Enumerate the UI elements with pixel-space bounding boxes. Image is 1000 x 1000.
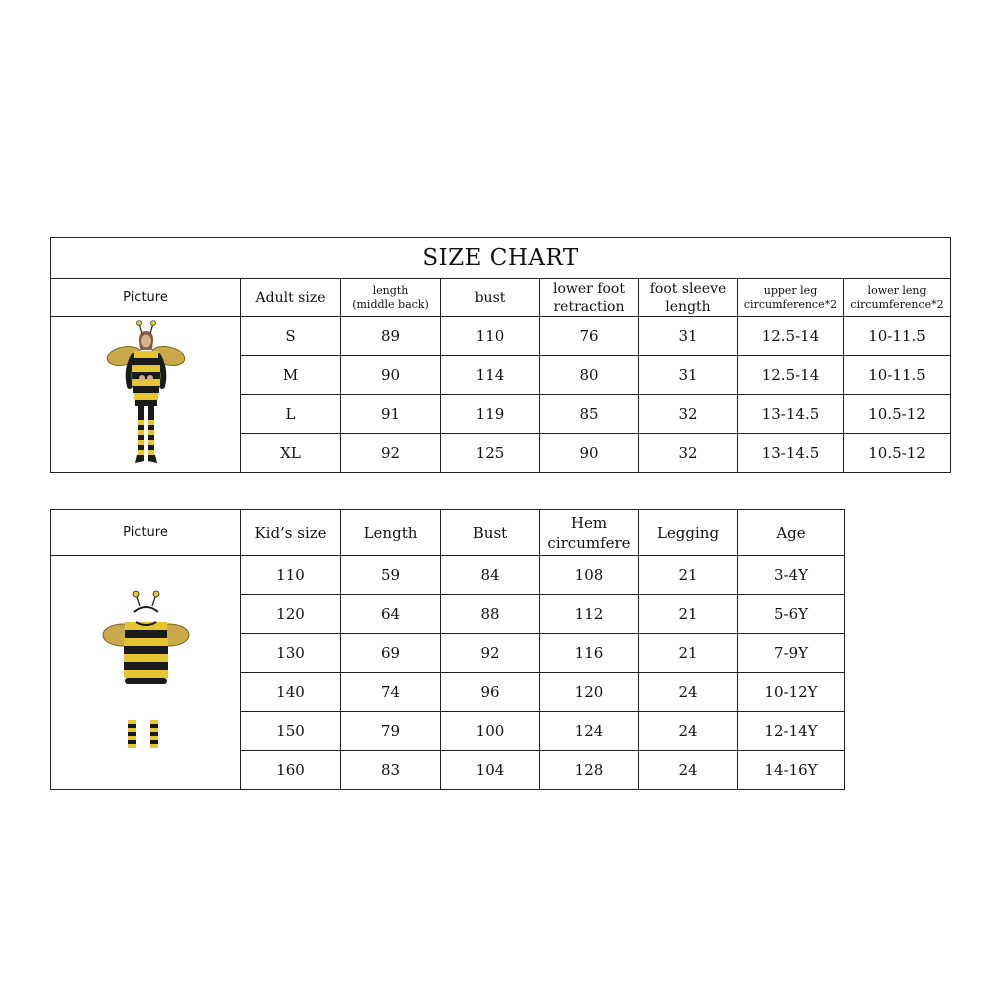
- kids-bee-costume-image: [101, 588, 191, 758]
- adult-size-header: Adult size: [241, 279, 341, 317]
- foot-sleeve-cell: 31: [639, 356, 738, 395]
- upper-leg-header: [738, 279, 844, 317]
- bust-cell: 125: [441, 434, 540, 473]
- age-cell: 3-4Y: [738, 556, 845, 595]
- lower-foot-cell: 90: [540, 434, 639, 473]
- hem-cell: 112: [540, 595, 639, 634]
- length-header-line1: length: [372, 283, 409, 297]
- lower-leg-header-line1: lower leng: [867, 283, 927, 297]
- kids-size-cell: 120: [241, 595, 341, 634]
- kids-bust-cell: 92: [441, 634, 540, 673]
- lower-foot-header: [540, 279, 639, 317]
- length-cell: 91: [341, 395, 441, 434]
- upper-leg-header-line2: circumference*2: [743, 297, 838, 311]
- kids-size-table: [50, 509, 845, 790]
- upper-leg-cell: 13-14.5: [738, 395, 844, 434]
- age-cell: 7-9Y: [738, 634, 845, 673]
- lower-leg-header-line2: circumference*2: [850, 297, 944, 311]
- length-header-line2: (middle back): [352, 297, 429, 311]
- kids-bust-cell: 96: [441, 673, 540, 712]
- lower-foot-cell: 85: [540, 395, 639, 434]
- kids-length-cell: 74: [341, 673, 441, 712]
- length-cell: 89: [341, 317, 441, 356]
- length-cell: 92: [341, 434, 441, 473]
- kids-length-cell: 64: [341, 595, 441, 634]
- hem-cell: 116: [540, 634, 639, 673]
- adult-size-cell: XL: [241, 434, 341, 473]
- lower-foot-header-line1: lower foot: [553, 280, 625, 297]
- lower-leg-cell: 10-11.5: [844, 356, 951, 395]
- table-row: [51, 556, 845, 595]
- length-cell: 90: [341, 356, 441, 395]
- hem-header-line2: circumfere: [547, 533, 631, 552]
- kids-length-cell: 69: [341, 634, 441, 673]
- bust-cell: 119: [441, 395, 540, 434]
- age-cell: 14-16Y: [738, 751, 845, 790]
- kids-size-cell: 130: [241, 634, 341, 673]
- kids-size-header: Kid’s size: [241, 510, 341, 556]
- kids-length-cell: 83: [341, 751, 441, 790]
- foot-sleeve-header: [639, 279, 738, 317]
- legging-header: Legging: [639, 510, 738, 556]
- foot-sleeve-cell: 32: [639, 434, 738, 473]
- kids-costume-picture: [51, 556, 241, 790]
- kids-bust-cell: 88: [441, 595, 540, 634]
- bust-header: bust: [441, 279, 540, 317]
- lower-leg-cell: 10.5-12: [844, 395, 951, 434]
- lower-leg-header: [844, 279, 951, 317]
- table-row: [51, 317, 951, 356]
- kids-bust-cell: 104: [441, 751, 540, 790]
- adult-size-cell: S: [241, 317, 341, 356]
- foot-sleeve-cell: 32: [639, 395, 738, 434]
- kids-picture-header: Picture: [51, 510, 241, 556]
- kids-size-cell: 150: [241, 712, 341, 751]
- kids-length-cell: 59: [341, 556, 441, 595]
- legging-cell: 21: [639, 556, 738, 595]
- lower-leg-cell: 10-11.5: [844, 317, 951, 356]
- legging-cell: 21: [639, 595, 738, 634]
- hem-cell: 108: [540, 556, 639, 595]
- kids-bust-header: Bust: [441, 510, 540, 556]
- legging-cell: 24: [639, 712, 738, 751]
- kids-length-cell: 79: [341, 712, 441, 751]
- hem-cell: 124: [540, 712, 639, 751]
- size-chart-title: SIZE CHART: [51, 238, 951, 279]
- hem-cell: 120: [540, 673, 639, 712]
- adult-size-cell: L: [241, 395, 341, 434]
- hem-header-line1: Hem: [570, 513, 608, 532]
- age-cell: 10-12Y: [738, 673, 845, 712]
- kids-length-header: Length: [341, 510, 441, 556]
- length-header: [341, 279, 441, 317]
- adult-size-cell: M: [241, 356, 341, 395]
- hem-cell: 128: [540, 751, 639, 790]
- age-cell: 5-6Y: [738, 595, 845, 634]
- kids-bust-cell: 100: [441, 712, 540, 751]
- adult-bee-costume-image: [106, 320, 186, 470]
- foot-sleeve-cell: 31: [639, 317, 738, 356]
- lower-foot-cell: 80: [540, 356, 639, 395]
- legging-cell: 24: [639, 673, 738, 712]
- age-cell: 12-14Y: [738, 712, 845, 751]
- kids-size-cell: 110: [241, 556, 341, 595]
- upper-leg-cell: 12.5-14: [738, 356, 844, 395]
- upper-leg-header-line1: upper leg: [763, 283, 818, 297]
- bust-cell: 110: [441, 317, 540, 356]
- upper-leg-cell: 12.5-14: [738, 317, 844, 356]
- hem-header: [540, 510, 639, 556]
- legging-cell: 24: [639, 751, 738, 790]
- upper-leg-cell: 13-14.5: [738, 434, 844, 473]
- adult-size-table: [50, 237, 951, 473]
- legging-cell: 21: [639, 634, 738, 673]
- kids-size-cell: 140: [241, 673, 341, 712]
- kids-bust-cell: 84: [441, 556, 540, 595]
- lower-foot-header-line2: retraction: [553, 298, 625, 315]
- lower-foot-cell: 76: [540, 317, 639, 356]
- foot-sleeve-header-line1: foot sleeve: [649, 280, 727, 297]
- adult-costume-picture: [51, 317, 241, 473]
- bust-cell: 114: [441, 356, 540, 395]
- age-header: Age: [738, 510, 845, 556]
- adult-picture-header: Picture: [51, 279, 241, 317]
- foot-sleeve-header-line2: length: [665, 298, 711, 315]
- lower-leg-cell: 10.5-12: [844, 434, 951, 473]
- kids-size-cell: 160: [241, 751, 341, 790]
